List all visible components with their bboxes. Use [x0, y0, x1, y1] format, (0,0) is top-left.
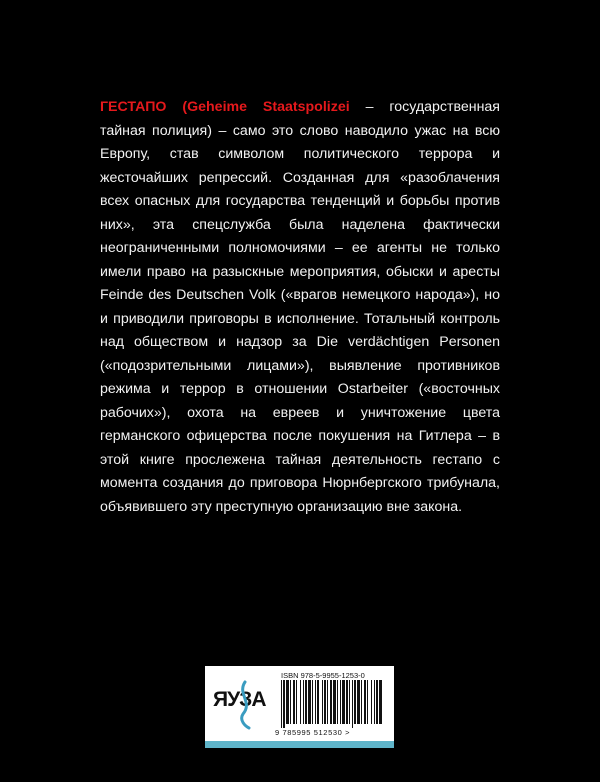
barcode-bar: [308, 680, 311, 724]
barcode-bar: [296, 680, 297, 724]
barcode-bar: [290, 680, 291, 724]
barcode: [279, 680, 387, 728]
barcode-bar: [333, 680, 336, 724]
barcode-bar: [283, 680, 285, 728]
ean-digits: 9 785995 512530 >: [275, 728, 351, 737]
barcode-bar: [286, 680, 289, 724]
blurb-highlight: ГЕСТАПО (Geheime Staatspolizei: [100, 99, 350, 115]
barcode-bar: [379, 680, 382, 724]
publisher-logo-text: ЯУЗА: [213, 688, 266, 711]
barcode-bar: [312, 680, 313, 724]
barcode-bar: [346, 680, 348, 724]
barcode-bar: [374, 680, 375, 724]
barcode-bar: [364, 680, 366, 724]
barcode-bar: [337, 680, 338, 724]
barcode-bar: [327, 680, 328, 724]
barcode-bar: [293, 680, 295, 724]
barcode-bar: [322, 680, 323, 724]
barcode-bar: [303, 680, 304, 724]
barcode-bar: [367, 680, 368, 724]
swoosh-icon: [235, 680, 257, 730]
barcode-bar: [317, 680, 319, 724]
barcode-panel: [205, 666, 394, 748]
barcode-bar: [354, 680, 356, 724]
color-stripe: [205, 741, 394, 748]
barcode-bar: [315, 680, 316, 724]
barcode-bar: [281, 680, 282, 728]
barcode-bar: [361, 680, 362, 724]
barcode-bar: [305, 680, 307, 724]
barcode-bar: [376, 680, 378, 724]
barcode-bar: [330, 680, 332, 724]
blurb-body: – государственная тайная полиция) – само это слово наводило ужас на всю Европу, став символом политического террора и жесточайших репрессий. Созданная для «разоблачения всех опасных для государства тенденций и борьбы против них», эта спецслужба была наделена фактически неограниченными полномочиями – ее агенты не только имели право на разыскные мероприятия, обыски и аресты Feinde des Deutschen Volk («врагов немецкого народа»), но и приводили приговоры в исполнение. Тотальный контроль над обществом и надзор за Die verdächtigen Personen («подозрительными лицами»), выявление противников режима и террор в отношении Ostarbeiter («восточных рабочих»), охота на евреев и уничтожение цвета германского офицерства после покушения на Гитлера – в этой книге прослежена тайная деятельность гестапо с момента создания до приговора Нюрнбергского трибунала, объявившего эту преступную организацию вне закона.: [100, 99, 500, 515]
barcode-bar: [342, 680, 345, 724]
barcode-bar: [340, 680, 341, 724]
barcode-bar: [371, 680, 372, 724]
barcode-bar: [352, 680, 353, 728]
barcode-bar: [324, 680, 326, 724]
publisher-logo: [213, 680, 266, 730]
isbn-label: ISBN 978-5-9955-1253-0: [281, 671, 365, 680]
barcode-bar: [300, 680, 301, 724]
barcode-bar: [357, 680, 360, 724]
blurb-text: [100, 96, 500, 519]
barcode-bar: [349, 680, 350, 724]
